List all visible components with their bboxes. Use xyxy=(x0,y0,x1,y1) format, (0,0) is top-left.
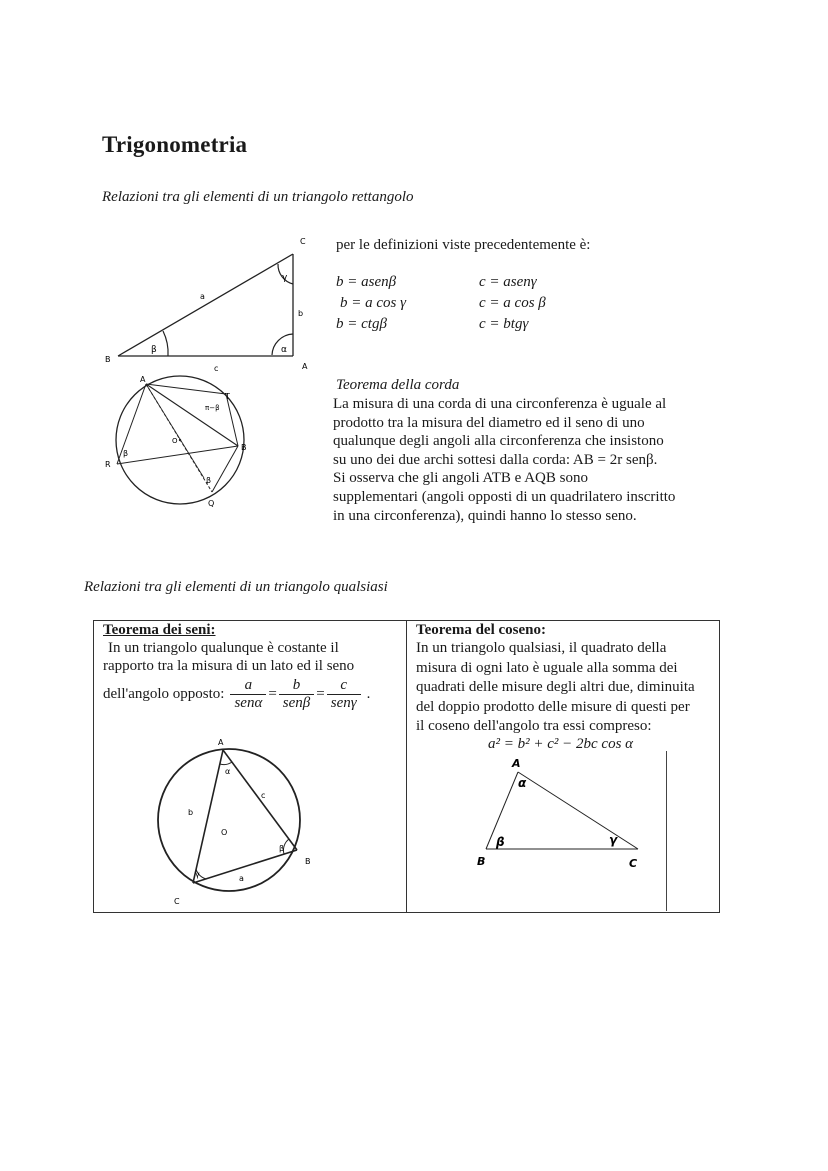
sines-formula-row xyxy=(103,677,370,712)
label-O: O xyxy=(221,828,228,837)
formula: c = a cos β xyxy=(479,295,546,311)
beta-arc xyxy=(163,331,168,356)
alpha-arc xyxy=(220,762,232,765)
label-B: B xyxy=(241,443,247,452)
formula: c = asenγ xyxy=(479,274,537,290)
text-line: Si osserva che gli angoli ATB e AQB sono xyxy=(333,470,588,487)
cosines-triangle-figure xyxy=(474,755,674,875)
label-beta: β xyxy=(279,844,285,853)
label-a: a xyxy=(239,874,244,883)
formulas-right xyxy=(479,272,546,335)
fraction-b: $\frac{b}{\text{senβ}}$ xyxy=(279,677,314,712)
label-gamma: γ xyxy=(282,273,288,283)
label-B: B xyxy=(105,355,111,364)
label-alpha: α xyxy=(281,345,287,355)
label-B: B xyxy=(477,855,486,868)
right-triangle-figure xyxy=(100,228,325,378)
text-line: il coseno dell'angolo tra essi compreso: xyxy=(416,718,652,734)
side-b xyxy=(193,750,223,883)
label-alpha: α xyxy=(518,776,527,790)
label-A: A xyxy=(140,375,146,384)
chord-RB xyxy=(117,446,238,464)
period: . xyxy=(366,686,371,703)
theorems-table xyxy=(93,620,720,913)
section1-subtitle: Relazioni tra gli elementi di un triangolo rettangolo xyxy=(102,189,414,205)
label-beta: β xyxy=(151,345,157,355)
label-b: b xyxy=(298,309,304,318)
formula: b = asenβ xyxy=(336,274,397,290)
label-beta: β xyxy=(496,835,505,849)
text-line: qualunque degli angoli alla circonferenza che insistono xyxy=(333,433,664,450)
sines-line3: dell'angolo opposto: xyxy=(103,686,225,703)
side-a xyxy=(193,850,297,883)
cosine-formula: a² = b² + c² − 2bc cos α xyxy=(488,736,634,752)
label-gamma: γ xyxy=(195,870,200,879)
vertical-line-mark xyxy=(666,751,667,911)
text-line: quadrati delle misure degli altri due, diminuita xyxy=(416,679,695,695)
label-Q: Q xyxy=(208,499,215,508)
formula: b = a cos γ xyxy=(340,295,407,311)
text-line: In un triangolo qualsiasi, il quadrato della xyxy=(416,640,667,656)
fraction-c: $\frac{c}{\text{senγ}}$ xyxy=(327,677,361,712)
label-A: A xyxy=(512,757,521,770)
label-T: T xyxy=(225,392,230,401)
diameter xyxy=(146,384,204,478)
beta-arc xyxy=(283,839,289,854)
center-point xyxy=(179,439,181,441)
label-C: C xyxy=(629,857,638,870)
text-line: in una circonferenza), quindi hanno lo stesso seno. xyxy=(333,507,637,524)
sines-heading: Teorema dei seni: xyxy=(103,622,216,638)
text-line: del doppio prodotto delle misure di questi per xyxy=(416,698,690,715)
label-C: C xyxy=(300,237,306,246)
formula: c = btgγ xyxy=(479,316,529,332)
label-R: R xyxy=(105,460,111,469)
label-c: c xyxy=(214,364,219,373)
sines-circle-figure xyxy=(150,733,320,908)
label-c: c xyxy=(261,791,266,800)
sines-line2: rapporto tra la misura di un lato ed il seno xyxy=(103,658,355,674)
label-B: B xyxy=(305,857,311,866)
formulas-left xyxy=(336,272,406,335)
side-c xyxy=(223,750,297,850)
text-line: La misura di una corda di una circonferenza è uguale al xyxy=(333,396,667,412)
text-line: misura di ogni lato è uguale alla somma dei xyxy=(416,659,678,676)
equals: = xyxy=(316,686,325,703)
chord-circle-figure xyxy=(100,372,260,512)
sines-line1: In un triangolo qualunque è costante il xyxy=(108,640,339,656)
table-divider xyxy=(406,621,407,912)
label-O: O xyxy=(172,437,178,445)
section2-subtitle: Relazioni tra gli elementi di un triangolo qualsiasi xyxy=(84,579,388,595)
definitions-intro: per le definizioni viste precedentemente è: xyxy=(336,237,591,253)
cosines-heading: Teorema del coseno: xyxy=(416,622,546,638)
fraction-a: $\frac{a}{\text{senα}}$ xyxy=(230,677,266,712)
label-a: a xyxy=(200,292,205,301)
formula: b = ctgβ xyxy=(336,316,387,332)
page-title: Trigonometria xyxy=(102,132,248,157)
label-A: A xyxy=(218,738,224,747)
text-line: prodotto tra la misura del diametro ed il seno di uno xyxy=(333,414,645,431)
label-pi-beta: π−β xyxy=(205,404,220,412)
text-line: supplementari (angoli opposti di un quadrilatero inscritto xyxy=(333,488,676,505)
equals: = xyxy=(268,686,277,703)
chord-AR xyxy=(117,384,146,464)
cosines-body xyxy=(416,639,713,737)
label-beta-Q: β xyxy=(206,476,212,485)
label-A: A xyxy=(302,362,308,371)
label-C: C xyxy=(174,897,180,906)
label-b: b xyxy=(188,808,194,817)
label-gamma: γ xyxy=(609,833,618,847)
chord-theorem-body xyxy=(333,395,675,525)
side-AC xyxy=(518,772,638,849)
label-beta-R: β xyxy=(123,449,129,458)
label-alpha: α xyxy=(225,767,231,776)
side-a xyxy=(118,254,293,356)
text-line: su uno dei due archi sottesi dalla corda: AB = 2r senβ. xyxy=(333,451,658,468)
chord-theorem-heading: Teorema della corda xyxy=(336,377,460,393)
